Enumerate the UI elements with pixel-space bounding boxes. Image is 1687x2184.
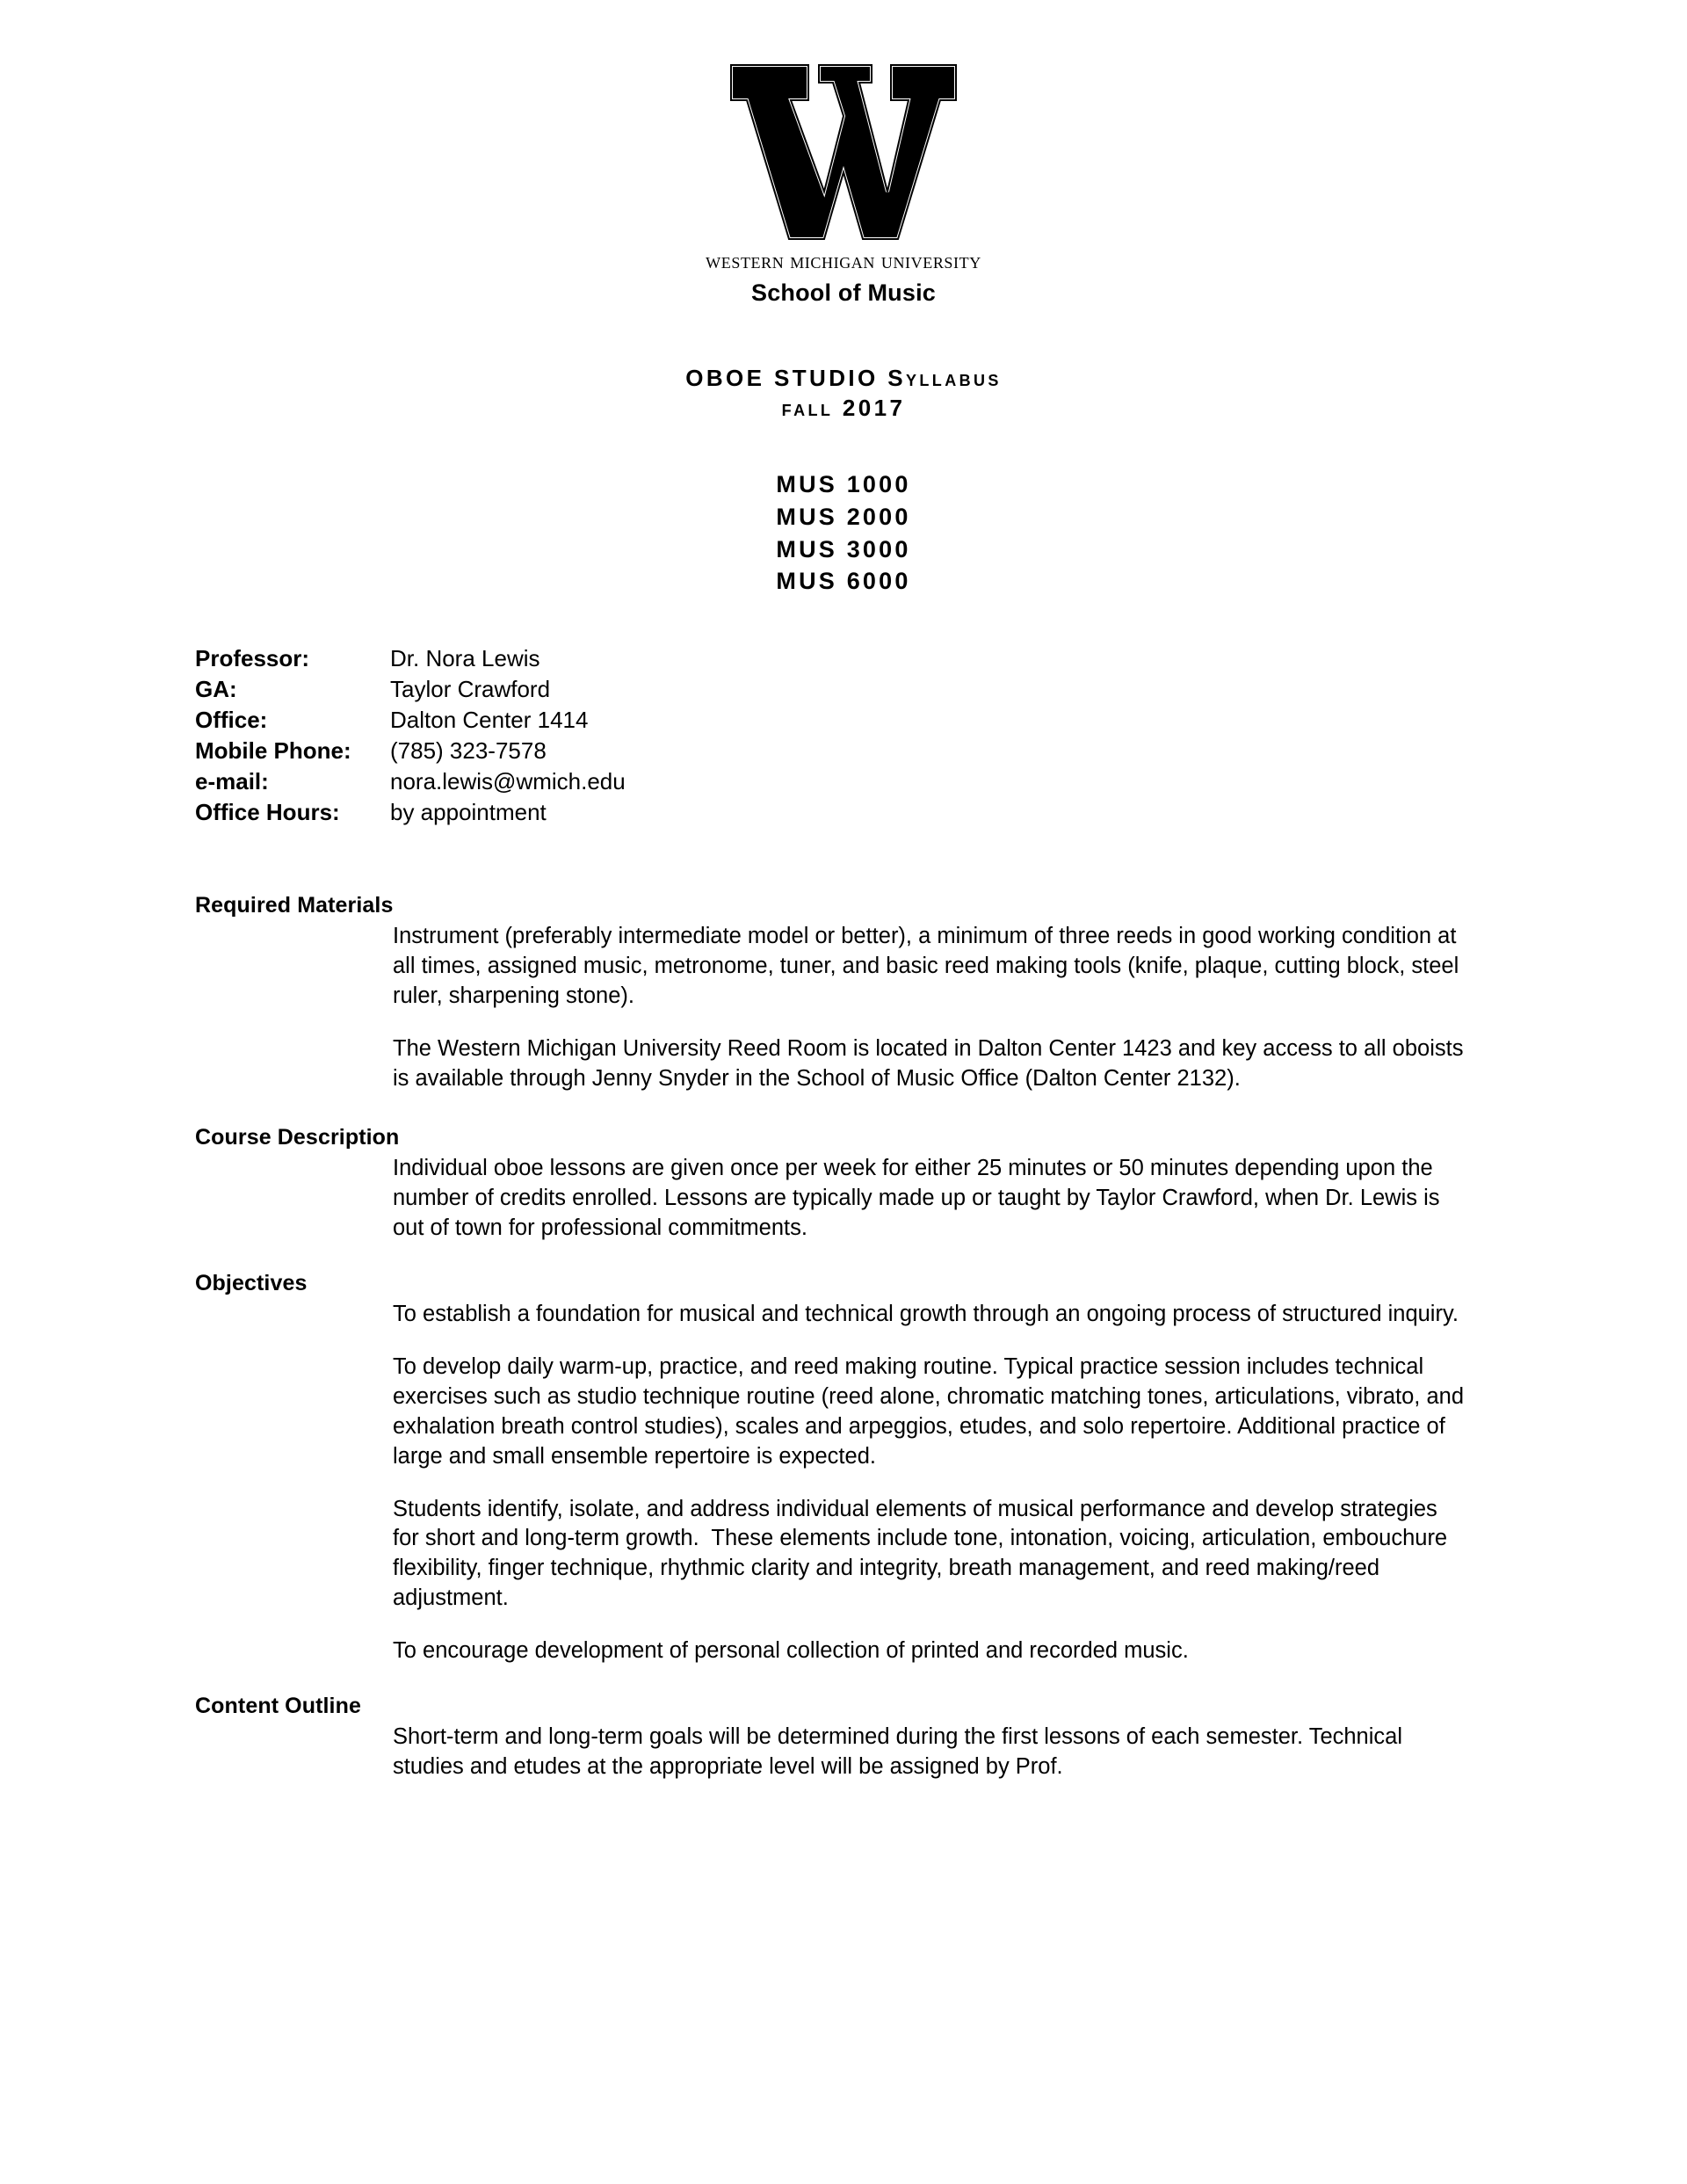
paragraph: Instrument (preferably intermediate model or better), a minimum of three reeds in good working condition at all times, assigned music, metronome, tuner, and basic reed making tools (knife, plaque, cutting block, steel ruler, sharpening stone). xyxy=(393,924,1466,1009)
section-body xyxy=(393,1723,1469,1782)
contact-label: e-mail: xyxy=(195,768,269,795)
section-heading: Required Materials xyxy=(195,893,394,918)
section-body xyxy=(393,1154,1469,1244)
contact-email-value[interactable]: nora.lewis@wmich.edu xyxy=(390,768,626,795)
paragraph: Short-term and long-term goals will be determined during the first lessons of each semester. Technical studies and etudes at the appropriate level will be assigned by Prof. xyxy=(393,1724,1409,1780)
paragraph: To encourage development of personal collection of printed and recorded music. xyxy=(393,1638,1189,1664)
wmu-block-w-logo-icon xyxy=(726,60,961,244)
university-name: western michigan university xyxy=(706,250,981,273)
contact-value: Taylor Crawford xyxy=(390,676,551,702)
section-heading: Objectives xyxy=(195,1270,308,1295)
contact-label: Office Hours: xyxy=(195,799,340,825)
contact-row xyxy=(195,708,1687,731)
contact-row xyxy=(195,770,1687,793)
contact-info xyxy=(195,647,1687,824)
section-course-description xyxy=(195,1124,1469,1244)
contact-row xyxy=(195,739,1687,762)
course-code: MUS 2000 xyxy=(776,503,911,530)
paragraph: To develop daily warm-up, practice, and reed making routine. Typical practice session includes technical exercises such as studio technique routine (reed alone, chromatic matching tones, articulations, vibrato, and exhalation breath control studies), scales and arpeggios, etudes, and solo repertoire. Additional practice of large and small ensemble repertoire is expected. xyxy=(393,1353,1471,1469)
section-body xyxy=(393,922,1469,1094)
contact-label: Mobile Phone: xyxy=(195,737,351,764)
section-heading: Course Description xyxy=(195,1124,400,1150)
section-content-outline xyxy=(195,1693,1469,1782)
document-title-smallcaps: Syllabus xyxy=(887,364,1002,391)
contact-value: Dalton Center 1414 xyxy=(390,707,589,733)
contact-row xyxy=(195,647,1687,670)
paragraph: To establish a foundation for musical and technical growth through an ongoing process of structured inquiry. xyxy=(393,1302,1459,1326)
section-heading: Content Outline xyxy=(195,1694,361,1719)
syllabus-body xyxy=(195,892,1469,1782)
contact-row xyxy=(195,801,1687,824)
course-code: MUS 6000 xyxy=(776,568,911,595)
contact-label: Professor: xyxy=(195,645,310,671)
contact-value: (785) 323-7578 xyxy=(390,737,547,764)
document-header xyxy=(0,0,1687,307)
section-required-materials xyxy=(195,892,1469,1094)
paragraph: Individual oboe lessons are given once per week for either 25 minutes or 50 minutes depending upon the number of credits enrolled. Lessons are typically made up or taught by Taylor Crawford, when Dr. Lewis is out of town for professional commitments. xyxy=(393,1156,1446,1240)
contact-value: by appointment xyxy=(390,799,547,825)
title-block xyxy=(0,363,1687,424)
contact-value: Dr. Nora Lewis xyxy=(390,645,540,671)
school-name: School of Music xyxy=(750,279,936,306)
course-code: MUS 1000 xyxy=(776,471,911,498)
section-objectives xyxy=(195,1270,1469,1666)
contact-label: Office: xyxy=(195,707,268,733)
document-term: fall 2017 xyxy=(781,394,906,421)
paragraph: The Western Michigan University Reed Room is located in Dalton Center 1423 and key access to all oboists is available through Jenny Snyder in the School of Music Office (Dalton Center 2132). xyxy=(393,1035,1470,1091)
course-code: MUS 3000 xyxy=(776,535,911,562)
contact-row xyxy=(195,678,1687,700)
contact-label: GA: xyxy=(195,676,237,702)
course-code-list xyxy=(0,468,1687,598)
document-title xyxy=(0,363,1687,393)
document-title-caps: OBOE STUDIO xyxy=(685,364,888,391)
paragraph: Students identify, isolate, and address individual elements of musical performance and develop strategies for short and long-term growth. These elements include tone, intonation, voicing, articulation, embouchure flexibility, finger technique, rhythmic clarity and integrity, breath management, and reed making/reed adjustment. xyxy=(393,1496,1454,1611)
section-body xyxy=(393,1300,1469,1666)
